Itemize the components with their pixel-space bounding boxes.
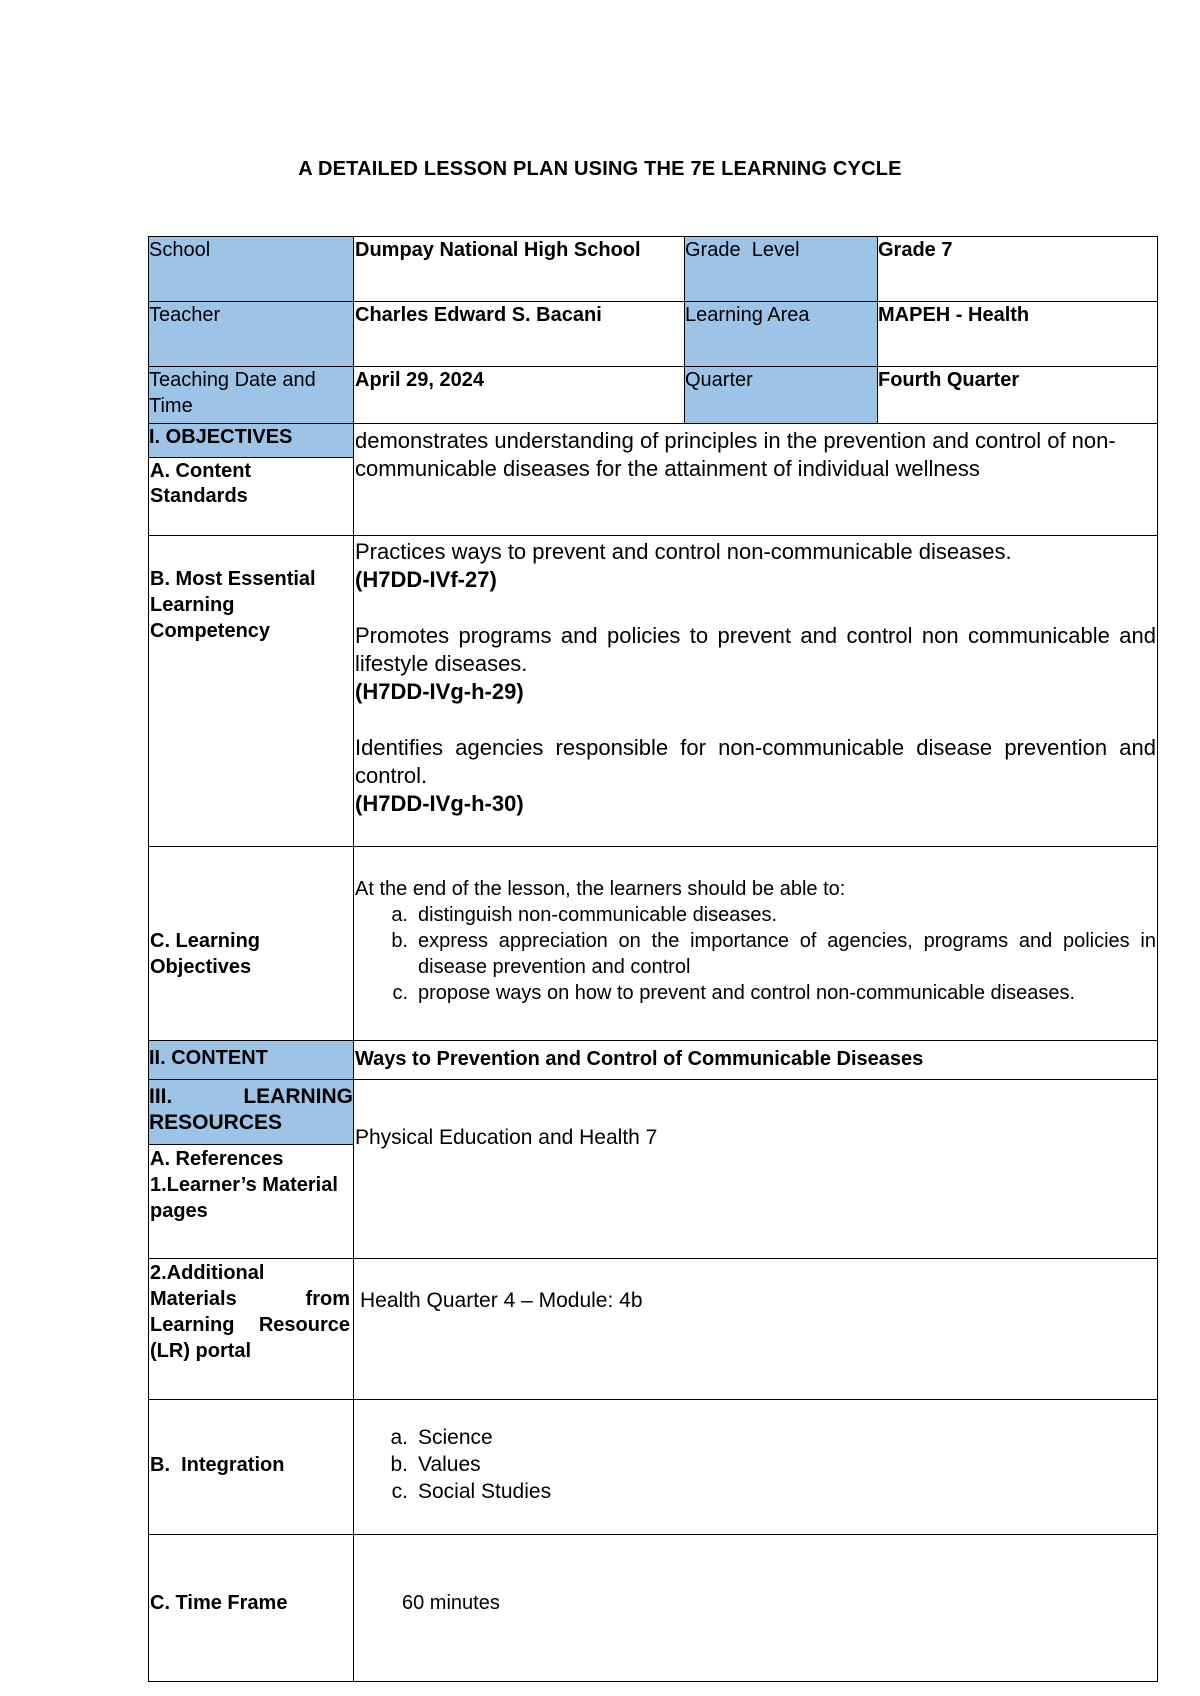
references-label-text: A. References 1.Learner’s Material pages xyxy=(150,1148,338,1222)
grid-line xyxy=(148,1144,354,1145)
lo-content xyxy=(355,876,1156,1036)
additional-label xyxy=(150,1260,350,1400)
timeframe-label xyxy=(150,1590,350,1620)
grid-line xyxy=(148,423,1158,424)
timeframe-value: 60 minutes xyxy=(402,1592,500,1614)
integration-label-text: B. Integration xyxy=(150,1454,285,1476)
additional-label-text: 2.Additional Materials from Learning Resource (LR) portal xyxy=(150,1262,350,1362)
content-value-cell xyxy=(355,1042,1155,1078)
area-value: MAPEH - Health xyxy=(878,304,1030,326)
quarter-label-cell xyxy=(685,367,877,423)
grid-line xyxy=(684,236,685,424)
mel-label xyxy=(150,566,350,676)
competency-1-code: (H7DD-IVf-27) xyxy=(355,567,497,592)
grade-value-cell xyxy=(878,237,1158,301)
school-label-cell xyxy=(149,237,353,301)
integration-item xyxy=(355,1424,1155,1451)
lo-item-marker: a. xyxy=(391,904,408,926)
teacher-value-cell xyxy=(354,302,684,366)
lo-item-marker: c. xyxy=(392,982,408,1004)
additional-value: Health Quarter 4 – Module: 4b xyxy=(360,1289,643,1312)
date-value-cell xyxy=(354,367,684,423)
content-standards-label xyxy=(150,459,350,535)
grid-line xyxy=(148,457,354,458)
grid-line xyxy=(148,1534,1158,1535)
competency-1-text: Practices ways to prevent and control non-communicable diseases. xyxy=(355,539,1012,564)
date-label: Teaching Date and Time xyxy=(149,369,316,417)
lo-item-text: propose ways on how to prevent and control non-communicable diseases. xyxy=(418,982,1076,1004)
area-value-cell xyxy=(878,302,1158,366)
competency-2-text: Promotes programs and policies to prevent and control non communicable and lifestyle diseases. xyxy=(355,623,1156,676)
teacher-label: Teacher xyxy=(149,304,221,326)
grid-line xyxy=(148,236,149,1682)
date-label-cell xyxy=(149,367,353,423)
lo-item xyxy=(355,980,1156,1006)
mel-label-text: B. Most Essential Learning Competency xyxy=(150,568,316,642)
competency-3-text: Identifies agencies responsible for non-communicable disease prevention and control. xyxy=(355,735,1156,788)
content-heading-text: II. CONTENT xyxy=(149,1047,268,1069)
grid-line xyxy=(148,1258,1158,1259)
teacher-value: Charles Edward S. Bacani xyxy=(355,304,602,326)
integration-item-marker: a. xyxy=(390,1426,408,1449)
grid-line xyxy=(148,1399,1158,1400)
grade-value: Grade 7 xyxy=(878,239,953,261)
grid-line xyxy=(148,1079,1158,1080)
lo-label xyxy=(150,928,350,988)
lo-intro: At the end of the lesson, the learners should be able to: xyxy=(355,878,846,900)
area-label: Learning Area xyxy=(685,304,810,326)
objectives-heading-text: I. OBJECTIVES xyxy=(149,426,293,448)
references-label xyxy=(150,1146,350,1236)
content-standards-text xyxy=(355,427,1155,535)
timeframe-value-cell xyxy=(402,1590,1102,1620)
resources-heading xyxy=(149,1080,353,1144)
integration-item-text: Social Studies xyxy=(418,1480,552,1503)
quarter-value: Fourth Quarter xyxy=(878,369,1020,391)
quarter-value-cell xyxy=(878,367,1158,423)
lo-label-text: C. Learning Objectives xyxy=(150,930,261,978)
integration-item-text: Values xyxy=(418,1453,481,1476)
lo-item-marker: b. xyxy=(391,930,408,952)
date-value: April 29, 2024 xyxy=(355,369,484,391)
integration-list xyxy=(355,1424,1155,1510)
grid-line xyxy=(1157,236,1158,1682)
grid-line xyxy=(148,366,1158,367)
lo-item xyxy=(355,928,1156,980)
content-value: Ways to Prevention and Control of Communicable Diseases xyxy=(355,1048,924,1070)
grid-line xyxy=(148,535,1158,536)
school-label: School xyxy=(149,239,211,261)
competency-3-code: (H7DD-IVg-h-30) xyxy=(355,791,524,816)
timeframe-label-text: C. Time Frame xyxy=(150,1592,288,1614)
lo-item xyxy=(355,902,1156,928)
grid-line xyxy=(148,846,1158,847)
area-label-cell xyxy=(685,302,877,366)
references-value-cell xyxy=(355,1125,1155,1155)
objectives-heading xyxy=(149,424,353,457)
content-heading xyxy=(149,1041,353,1079)
teacher-label-cell xyxy=(149,302,353,366)
integration-item xyxy=(355,1451,1155,1478)
competency-2-code: (H7DD-IVg-h-29) xyxy=(355,679,524,704)
mel-competencies xyxy=(355,538,1156,844)
quarter-label: Quarter xyxy=(685,369,753,391)
lo-item-text: distinguish non-communicable diseases. xyxy=(418,904,778,926)
content-standards-value: demonstrates understanding of principles in the prevention and control of non-communicable diseases for the attainment of individual wellness xyxy=(355,428,1116,481)
grid-line xyxy=(353,236,354,1682)
grid-line xyxy=(148,301,1158,302)
integration-label xyxy=(150,1452,350,1482)
integration-item-text: Science xyxy=(418,1426,493,1449)
content-standards-label-text: A. Content Standards xyxy=(150,460,252,507)
grade-label: Grade Level xyxy=(685,239,800,261)
additional-value-cell xyxy=(360,1288,1155,1318)
references-value: Physical Education and Health 7 xyxy=(355,1126,658,1149)
grid-line xyxy=(148,1681,1158,1682)
page-title: A DETAILED LESSON PLAN USING THE 7E LEARNING CYCLE xyxy=(298,158,902,180)
grid-line xyxy=(877,236,878,424)
grid-line xyxy=(148,236,1158,237)
grid-line xyxy=(148,1040,1158,1041)
resources-heading-text: III. LEARNING RESOURCES xyxy=(149,1085,353,1134)
lo-item-text: express appreciation on the importance of agencies, programs and policies in disease prevention and control xyxy=(418,930,1156,978)
integration-item-marker: b. xyxy=(390,1453,408,1476)
integration-item-marker: c. xyxy=(391,1480,408,1503)
school-value: Dumpay National High School xyxy=(355,239,641,261)
integration-item xyxy=(355,1478,1155,1505)
grade-label-cell xyxy=(685,237,877,301)
school-value-cell xyxy=(354,237,684,301)
